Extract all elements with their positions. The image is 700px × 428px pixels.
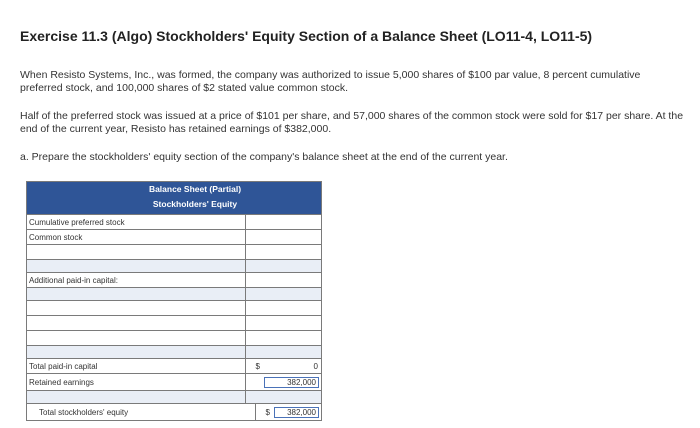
row-preferred-stock <box>27 215 321 230</box>
instruction-text: a. Prepare the stockholders' equity section of the company's balance sheet at the end of the current year. <box>20 151 508 163</box>
total-equity-label: Total stockholders' equity <box>27 404 256 420</box>
total-equity-value: 382,000 <box>274 407 319 418</box>
total-paid-in-currency: $ <box>255 361 260 371</box>
problem-paragraph-1: When Resisto Systems, Inc., was formed, the company was authorized to issue 5,000 shares of $100 par value, 8 percent cumulative preferred stock, and 100,000 shares of $2 stated value common stock. <box>20 69 641 94</box>
row-total-paid-in <box>27 359 321 374</box>
apic-label-input-3[interactable] <box>27 331 246 345</box>
row-retained-earnings <box>27 374 321 391</box>
row-apic-line-1 <box>27 301 321 316</box>
common-stock-amount-input[interactable] <box>262 230 321 244</box>
row-apic-line-2 <box>27 316 321 331</box>
problem-paragraph-2: Half of the preferred stock was issued at a price of $101 per share, and 57,000 shares of the common stock were sold for $17 per share. At the end of the current year, Resisto has retained earnings of $382,000. <box>20 110 684 135</box>
apic-label: Additional paid-in capital: <box>27 273 246 287</box>
retained-earnings-input[interactable]: 382,000 <box>264 377 319 388</box>
balance-sheet-worksheet <box>26 181 322 421</box>
total-paid-in-label: Total paid-in capital <box>27 359 246 373</box>
apic-label-input-1[interactable] <box>27 301 246 315</box>
row-blank-1 <box>27 245 321 260</box>
row-spacer-1 <box>27 260 321 273</box>
worksheet-header <box>27 182 321 215</box>
row-spacer-2 <box>27 288 321 301</box>
worksheet-subtitle: Stockholders' Equity <box>152 199 238 209</box>
page-title: Exercise 11.3 (Algo) Stockholders' Equity Section of a Balance Sheet (LO11-4, LO11-5) <box>20 28 593 44</box>
total-paid-in-value: 0 <box>313 361 318 371</box>
worksheet-title: Balance Sheet (Partial) <box>148 184 242 194</box>
row-total-equity <box>27 404 321 420</box>
common-stock-label: Common stock <box>27 230 246 244</box>
row-spacer-4 <box>27 391 321 404</box>
row-spacer-3 <box>27 346 321 359</box>
blank-label-input-1[interactable] <box>27 245 246 259</box>
preferred-stock-amount-input[interactable] <box>262 215 321 229</box>
total-equity-currency: $ <box>265 407 270 417</box>
row-apic-line-3 <box>27 331 321 346</box>
apic-amount-input-1[interactable] <box>262 301 321 315</box>
apic-label-input-2[interactable] <box>27 316 246 330</box>
preferred-stock-label: Cumulative preferred stock <box>27 215 246 229</box>
apic-amount-input-2[interactable] <box>262 316 321 330</box>
blank-amount-input-1[interactable] <box>262 245 321 259</box>
apic-amount-input-3[interactable] <box>262 331 321 345</box>
retained-earnings-label: Retained earnings <box>27 374 246 390</box>
row-apic <box>27 273 321 288</box>
row-common-stock <box>27 230 321 245</box>
